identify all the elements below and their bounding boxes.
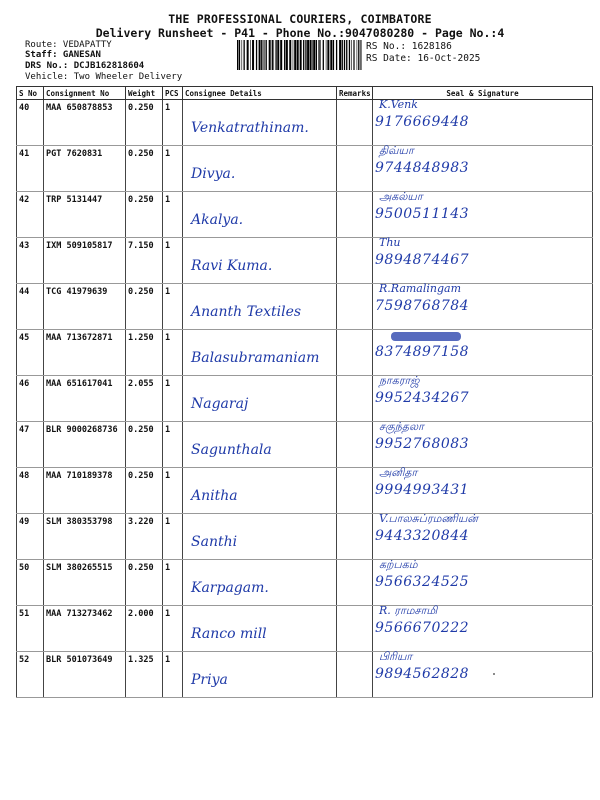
pcs-cell: 1 [163,514,183,560]
pcs-cell: 1 [163,330,183,376]
barcode-bar [360,40,361,70]
weight-cell: 0.250 [126,192,163,238]
barcode-bar [259,40,261,70]
consignee-cell [183,560,337,606]
barcode-bar [256,40,257,70]
handwritten-phone-number: 9894874467 [375,252,470,268]
sno-cell: 42 [17,192,44,238]
signature-cell [373,514,593,560]
table-row [17,560,593,606]
weight-cell: 0.250 [126,146,163,192]
pcs-cell: 1 [163,652,183,698]
consignee-cell [183,376,337,422]
sno-cell: 41 [17,146,44,192]
sno-cell: 52 [17,652,44,698]
handwritten-phone-number: 7598768784 [375,298,470,314]
consignee-cell [183,514,337,560]
pcs-cell: 1 [163,606,183,652]
consignee-handwritten-name: Venkatrathinam. [191,120,309,136]
pcs-cell: 1 [163,422,183,468]
sno-cell: 48 [17,468,44,514]
remarks-cell [337,146,373,192]
consignee-handwritten-name: Ranco mill [191,626,267,642]
sno-cell: 40 [17,100,44,146]
barcode-bar [323,40,324,70]
table-row [17,146,593,192]
signature-handwritten: Thu [379,236,401,249]
col-header-pcs: PCS [163,87,183,100]
table-row [17,100,593,146]
col-header-consignment: Consignment No [44,87,126,100]
signature-cell [373,238,593,284]
pcs-cell: 1 [163,238,183,284]
consignee-cell [183,468,337,514]
barcode-bar [272,40,273,70]
barcode-bar [320,40,321,70]
handwritten-phone-number: 9566670222 [375,620,470,636]
consignee-handwritten-name: Divya. [191,166,236,182]
remarks-cell [337,652,373,698]
vehicle-label: Vehicle: Two Wheeler Delivery [25,72,183,82]
sno-cell: 47 [17,422,44,468]
rs-number: RS No.: 1628186 [366,41,452,52]
signature-cell [373,560,593,606]
consignment-cell: MAA 710189378 [44,468,126,514]
remarks-cell [337,238,373,284]
table-row [17,284,593,330]
consignment-cell: MAA 651617041 [44,376,126,422]
signature-cell [373,192,593,238]
signature-handwritten: திவ்யா [379,144,414,157]
barcode-bar [354,40,355,70]
consignee-handwritten-name: Akalya. [191,212,244,228]
consignment-cell: MAA 650878853 [44,100,126,146]
table-header-row [17,87,593,100]
consignment-cell: BLR 9000268736 [44,422,126,468]
handwritten-phone-number: 9952768083 [375,436,470,452]
signature-cell [373,284,593,330]
consignment-cell: TRP 5131447 [44,192,126,238]
weight-cell: 2.055 [126,376,163,422]
pcs-cell: 1 [163,146,183,192]
weight-cell: 0.250 [126,468,163,514]
sno-cell: 45 [17,330,44,376]
signature-cell [373,606,593,652]
barcode-bar [326,40,327,70]
sno-cell: 43 [17,238,44,284]
remarks-cell [337,284,373,330]
barcode-bar [269,40,271,70]
signature-handwritten: அகல்யா [379,190,423,203]
handwritten-phone-number: 9744848983 [375,160,470,176]
sno-cell: 51 [17,606,44,652]
weight-cell: 0.250 [126,422,163,468]
barcode-bar [342,40,343,70]
route-label: Route: VEDAPATTY [25,40,112,50]
handwritten-phone-number: 9952434267 [375,390,470,406]
barcode-bar [263,40,264,70]
table-row [17,468,593,514]
weight-cell: 0.250 [126,284,163,330]
barcode-bar [333,40,334,70]
remarks-cell [337,560,373,606]
staff-label: Staff: GANESAN [25,50,101,60]
signature-handwritten: R. ராமசாமி [379,604,438,617]
table-row [17,238,593,284]
barcode-bar [247,40,249,70]
consignee-handwritten-name: Nagaraj [191,396,249,412]
weight-cell: 7.150 [126,238,163,284]
barcode-bar [277,40,279,70]
barcode-bar [294,40,296,70]
consignee-handwritten-name: Anitha [191,488,238,504]
signature-handwritten: பிரியா [379,650,413,663]
handwritten-phone-number: 8374897158 [375,344,470,360]
handwritten-phone-number: 9176669448 [375,114,470,130]
barcode-bar [280,40,282,70]
barcode-bar [242,40,243,70]
signature-cell [373,146,593,192]
remarks-cell [337,468,373,514]
barcode-bar [318,40,319,70]
sno-cell: 46 [17,376,44,422]
barcode-bar [313,40,315,70]
pcs-cell: 1 [163,192,183,238]
handwritten-phone-number: 9994993431 [375,482,470,498]
signature-handwritten: கற்பகம் [379,558,418,571]
barcode-bar [297,40,299,70]
pcs-cell: 1 [163,560,183,606]
remarks-cell [337,100,373,146]
weight-cell: 3.220 [126,514,163,560]
consignee-cell [183,606,337,652]
barcode-bar [358,40,359,70]
remarks-cell [337,192,373,238]
rs-date: RS Date: 16-Oct-2025 [366,53,481,64]
col-header-sno: S No [17,87,44,100]
table-row [17,606,593,652]
barcode-bar [336,40,337,70]
consignee-cell [183,422,337,468]
barcode-image [237,40,362,70]
weight-cell: 1.325 [126,652,163,698]
signature-handwritten: சகுந்தலா [379,420,424,433]
signature-cell [373,376,593,422]
barcode-bar [362,40,363,70]
barcode-bar [346,40,347,70]
barcode-bar [273,40,274,70]
pcs-cell: 1 [163,100,183,146]
sno-cell: 50 [17,560,44,606]
barcode-bar [351,40,352,70]
signature-handwritten: V.பாலசுப்ரமணியன் [379,512,478,525]
remarks-cell [337,422,373,468]
remarks-cell [337,606,373,652]
barcode-bar [239,40,240,70]
barcode-bar [275,40,276,70]
weight-cell: 2.000 [126,606,163,652]
barcode-bar [286,40,288,70]
barcode-bar [357,40,358,70]
col-header-consignee: Consignee Details [183,87,337,100]
weight-cell: 1.250 [126,330,163,376]
barcode-bar [307,40,309,70]
barcode-bar [353,40,354,70]
signature-handwritten: அனிதா [379,466,418,479]
table-row [17,376,593,422]
signature-handwritten: R.Ramalingam [379,282,462,295]
signature-cell [373,100,593,146]
barcode-bar [293,40,294,70]
signature-cell [373,422,593,468]
barcode-bar [330,40,332,70]
col-header-weight: Weight [126,87,163,100]
signature-cell [373,652,593,698]
barcode-bar [327,40,329,70]
barcode-bar [300,40,302,70]
consignment-cell: PGT 7620831 [44,146,126,192]
handwritten-phone-number: 9894562828 [375,666,470,682]
consignee-handwritten-name: Karpagam. [191,580,269,596]
barcode-bar [250,40,251,70]
consignment-cell: TCG 41979639 [44,284,126,330]
signature-cell [373,330,593,376]
consignee-cell [183,146,337,192]
consignment-cell: MAA 713672871 [44,330,126,376]
runsheet-table [16,86,593,698]
barcode-bar [289,40,291,70]
scribbled-out-mark [391,332,461,341]
barcode-bar [310,40,312,70]
barcode-bar [349,40,350,70]
consignee-handwritten-name: Sagunthala [191,442,272,458]
consignee-cell [183,330,337,376]
sno-cell: 49 [17,514,44,560]
consignee-cell [183,192,337,238]
remarks-cell [337,376,373,422]
consignee-handwritten-name: Santhi [191,534,238,550]
weight-cell: 0.250 [126,560,163,606]
report-title: THE PROFESSIONAL COURIERS, COIMBATORE [168,12,432,26]
consignment-cell: MAA 713273462 [44,606,126,652]
sno-cell: 44 [17,284,44,330]
signature-cell [373,468,593,514]
signature-handwritten: நாகராஜ் [379,374,420,387]
col-header-signature: Seal & Signature [373,87,593,100]
consignee-cell [183,100,337,146]
barcode-bar [305,40,306,70]
barcode-bar [237,40,238,70]
pcs-cell: 1 [163,376,183,422]
handwritten-phone-number: 9443320844 [375,528,470,544]
weight-cell: 0.250 [126,100,163,146]
consignment-cell: BLR 501073649 [44,652,126,698]
handwritten-phone-number: 9500511143 [375,206,470,222]
table-row [17,422,593,468]
signature-handwritten: K.Venk [379,98,418,111]
table-row [17,330,593,376]
pcs-cell: 1 [163,468,183,514]
barcode-bar [303,40,304,70]
consignee-cell [183,652,337,698]
barcode-bar [339,40,341,70]
barcode-bar [266,40,267,70]
remarks-cell [337,514,373,560]
barcode-bar [316,40,317,70]
pcs-cell: 1 [163,284,183,330]
consignee-handwritten-name: Priya [191,672,228,688]
handwritten-phone-number: 9566324525 [375,574,470,590]
consignment-cell: SLM 380265515 [44,560,126,606]
barcode-bar [284,40,285,70]
consignment-cell: SLM 380353798 [44,514,126,560]
table-row [17,192,593,238]
consignee-handwritten-name: Ananth Textiles [191,304,302,320]
barcode-bar [312,40,313,70]
consignment-cell: IXM 509105817 [44,238,126,284]
consignee-handwritten-name: Ravi Kuma. [191,258,273,274]
table-row [17,514,593,560]
barcode-bar [252,40,254,70]
barcode-bar [261,40,262,70]
consignee-handwritten-name: Balasubramaniam [191,350,320,366]
barcode-bar [244,40,245,70]
drs-number: DRS No.: DCJB162818604 [25,61,145,71]
consignee-cell [183,238,337,284]
consignee-cell [183,284,337,330]
stray-mark [493,673,495,675]
remarks-cell [337,330,373,376]
table-row [17,652,593,698]
col-header-remarks: Remarks [337,87,373,100]
barcode-bar [264,40,265,70]
report-subtitle: Delivery Runsheet - P41 - Phone No.:9047080280 - Page No.:4 [95,26,505,40]
barcode-bar [344,40,345,70]
